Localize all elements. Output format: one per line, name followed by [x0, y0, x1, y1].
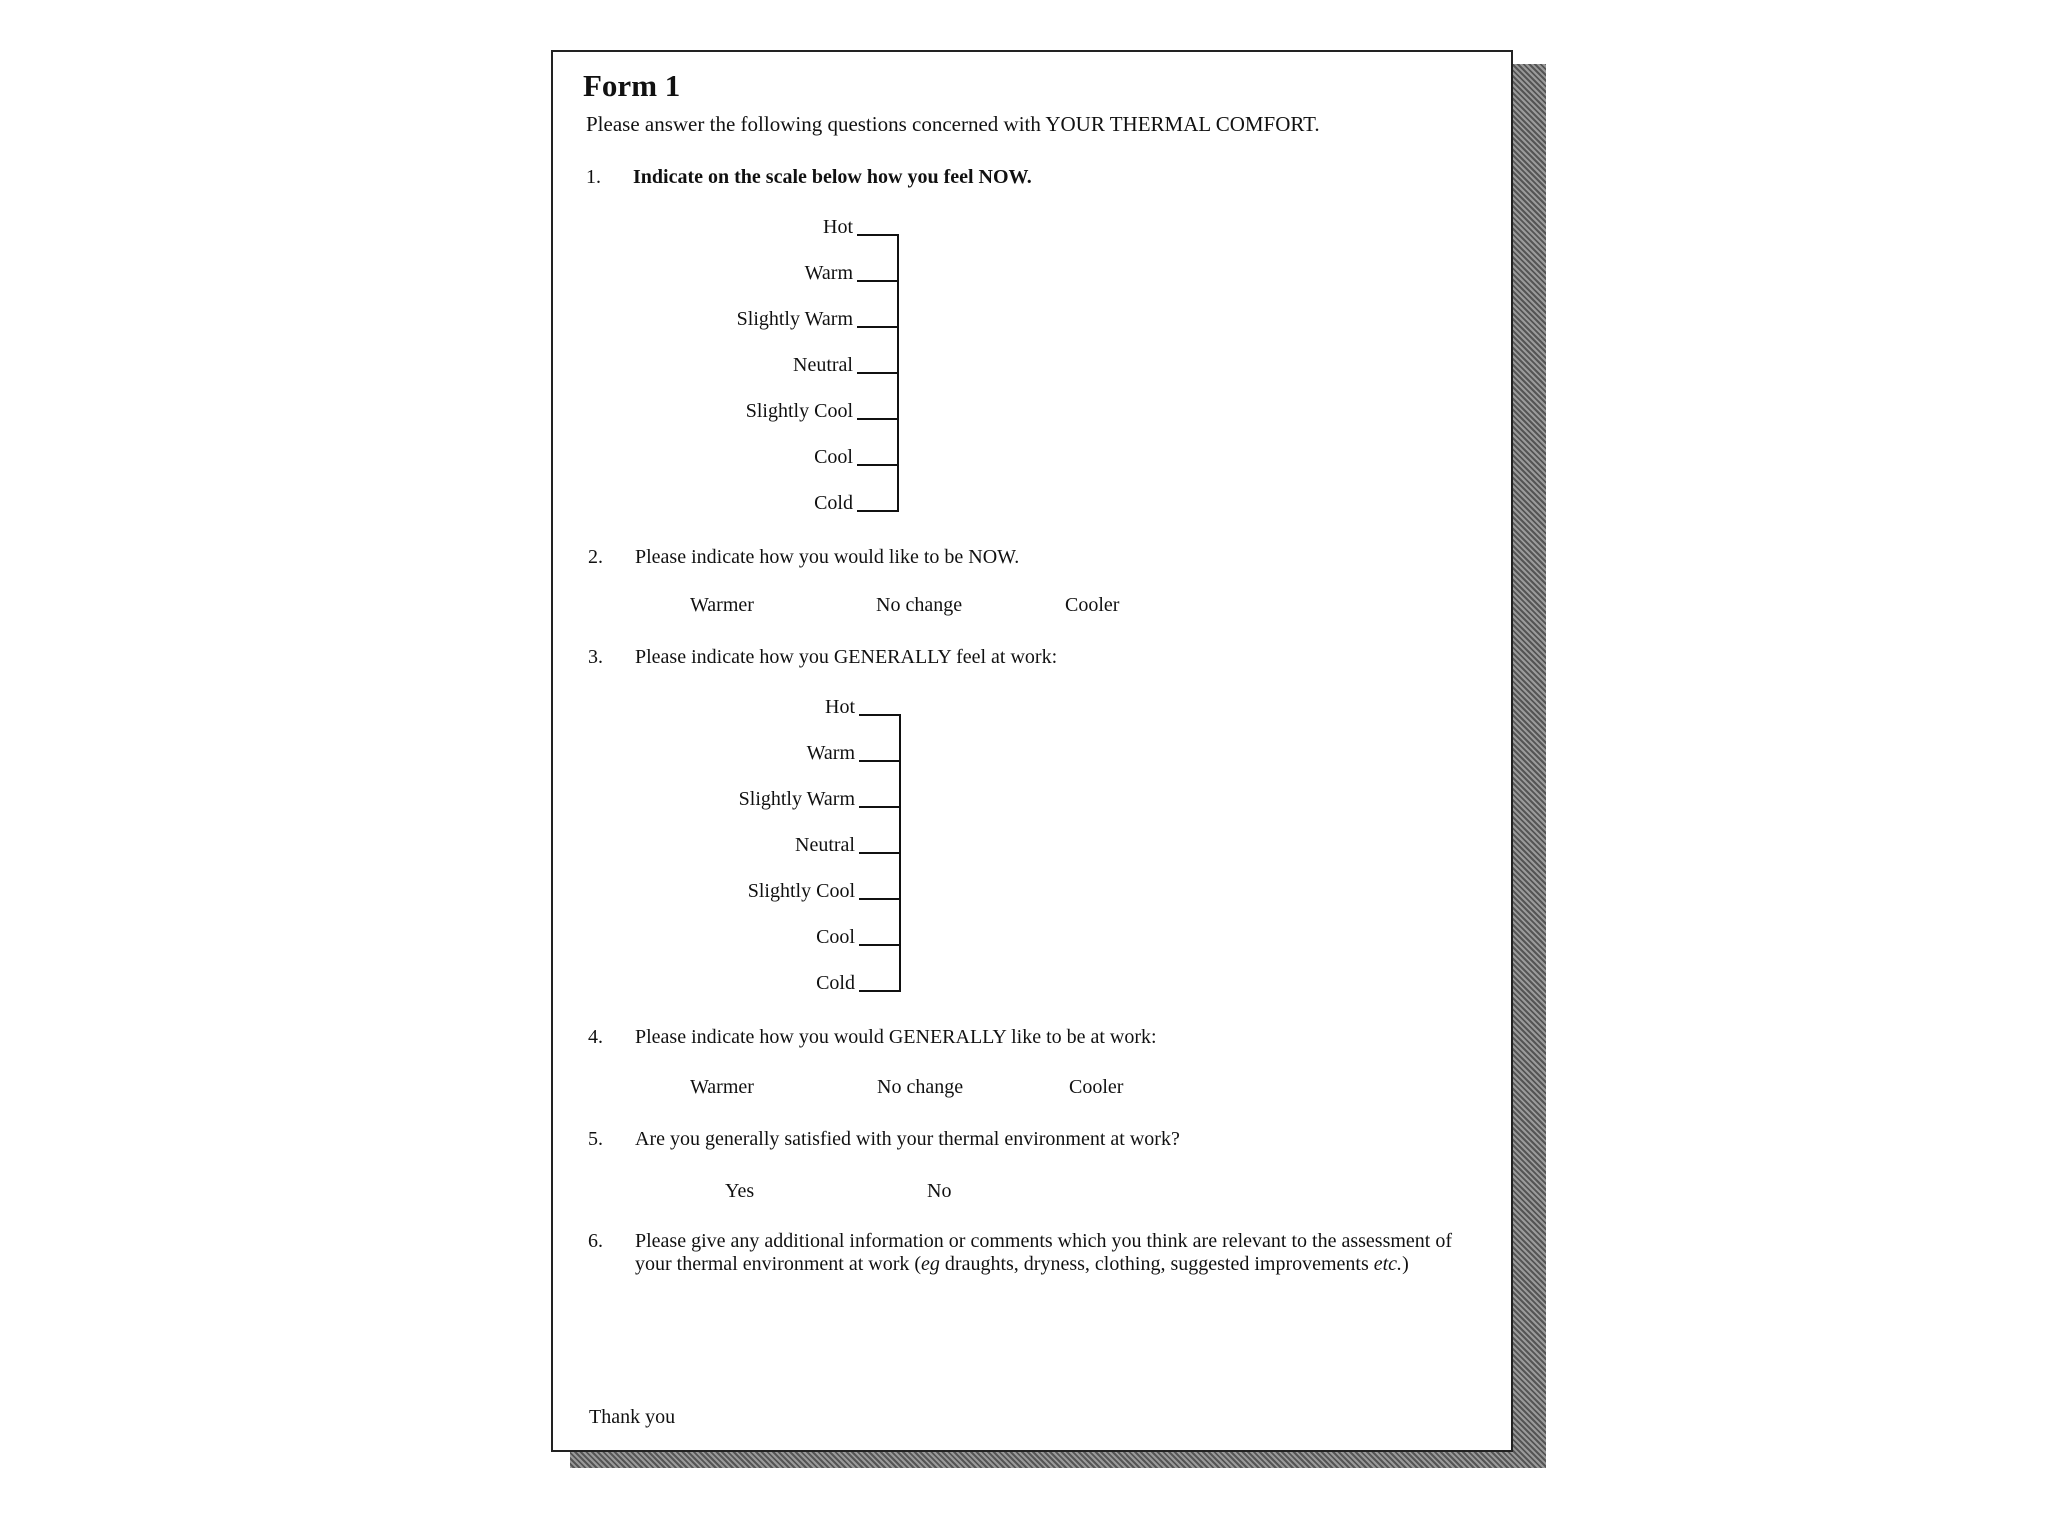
q5-text: Are you generally satisfied with your thermal environment at work? [635, 1128, 1180, 1150]
q2-text: Please indicate how you would like to be NOW. [635, 546, 1020, 568]
q3-scale-label-slightly-warm: Slightly Warm [738, 788, 855, 810]
form-sheet [551, 50, 1513, 1452]
q1-tick-hot[interactable] [857, 234, 899, 236]
q6-text [635, 1230, 1465, 1276]
q3-scale-label-neutral: Neutral [795, 834, 855, 856]
q6-text-middle: draughts, dryness, clothing, suggested improvements [939, 1253, 1374, 1275]
q1-tick-slightly-warm[interactable] [857, 326, 899, 328]
q3-tick-warm[interactable] [859, 760, 901, 762]
q3-tick-neutral[interactable] [859, 852, 901, 854]
form-intro: Please answer the following questions concerned with YOUR THERMAL COMFORT. [586, 112, 1320, 136]
q5-option-yes[interactable]: Yes [725, 1180, 755, 1202]
q4-option-cooler[interactable]: Cooler [1069, 1076, 1124, 1098]
q1-text: Indicate on the scale below how you feel NOW. [633, 166, 1032, 188]
q1-scale-label-cold: Cold [814, 492, 853, 514]
q1-tick-neutral[interactable] [857, 372, 899, 374]
q3-text: Please indicate how you GENERALLY feel at work: [635, 646, 1058, 668]
q3-scale-label-cold: Cold [816, 972, 855, 994]
q2-option-warmer[interactable]: Warmer [690, 594, 754, 616]
q5-number: 5. [588, 1128, 603, 1150]
q3-scale-label-hot: Hot [825, 696, 855, 718]
q1-scale-label-cool: Cool [814, 446, 853, 468]
q3-tick-cold[interactable] [859, 990, 901, 992]
q5-option-no[interactable]: No [927, 1180, 952, 1202]
q6-text-eg: eg [921, 1253, 940, 1275]
q2-option-cooler[interactable]: Cooler [1065, 594, 1120, 616]
q3-tick-slightly-warm[interactable] [859, 806, 901, 808]
q1-tick-cold[interactable] [857, 510, 899, 512]
q1-tick-slightly-cool[interactable] [857, 418, 899, 420]
q3-scale-label-cool: Cool [816, 926, 855, 948]
q4-text: Please indicate how you would GENERALLY like to be at work: [635, 1026, 1157, 1048]
q3-scale-bar [899, 714, 901, 992]
q1-scale-label-slightly-cool: Slightly Cool [745, 400, 853, 422]
form-title: Form 1 [583, 68, 681, 103]
q6-comment-area[interactable] [635, 1312, 1465, 1422]
q1-scale-label-hot: Hot [823, 216, 853, 238]
q1-number: 1. [586, 166, 601, 188]
q3-scale-label-warm: Warm [806, 742, 855, 764]
q6-text-etc: etc. [1373, 1253, 1403, 1275]
q1-scale-label-slightly-warm: Slightly Warm [736, 308, 853, 330]
q4-option-warmer[interactable]: Warmer [690, 1076, 754, 1098]
q2-number: 2. [588, 546, 603, 568]
q3-scale-label-slightly-cool: Slightly Cool [747, 880, 855, 902]
q6-number: 6. [588, 1230, 603, 1252]
q2-option-no-change[interactable]: No change [876, 594, 963, 616]
q4-number: 4. [588, 1026, 603, 1048]
q3-tick-cool[interactable] [859, 944, 901, 946]
q6-text-after: ) [1402, 1253, 1409, 1275]
q6-text-before: Please give any additional information or comments which you think are relevant to the assessment of your thermal environment at work ( [635, 1230, 1453, 1275]
q3-tick-hot[interactable] [859, 714, 901, 716]
closing-thank-you: Thank you [589, 1406, 676, 1428]
q1-tick-warm[interactable] [857, 280, 899, 282]
q3-tick-slightly-cool[interactable] [859, 898, 901, 900]
q1-tick-cool[interactable] [857, 464, 899, 466]
q1-scale-bar [897, 234, 899, 512]
q1-scale-label-warm: Warm [804, 262, 853, 284]
q3-number: 3. [588, 646, 603, 668]
q1-scale-label-neutral: Neutral [793, 354, 853, 376]
q4-option-no-change[interactable]: No change [877, 1076, 964, 1098]
